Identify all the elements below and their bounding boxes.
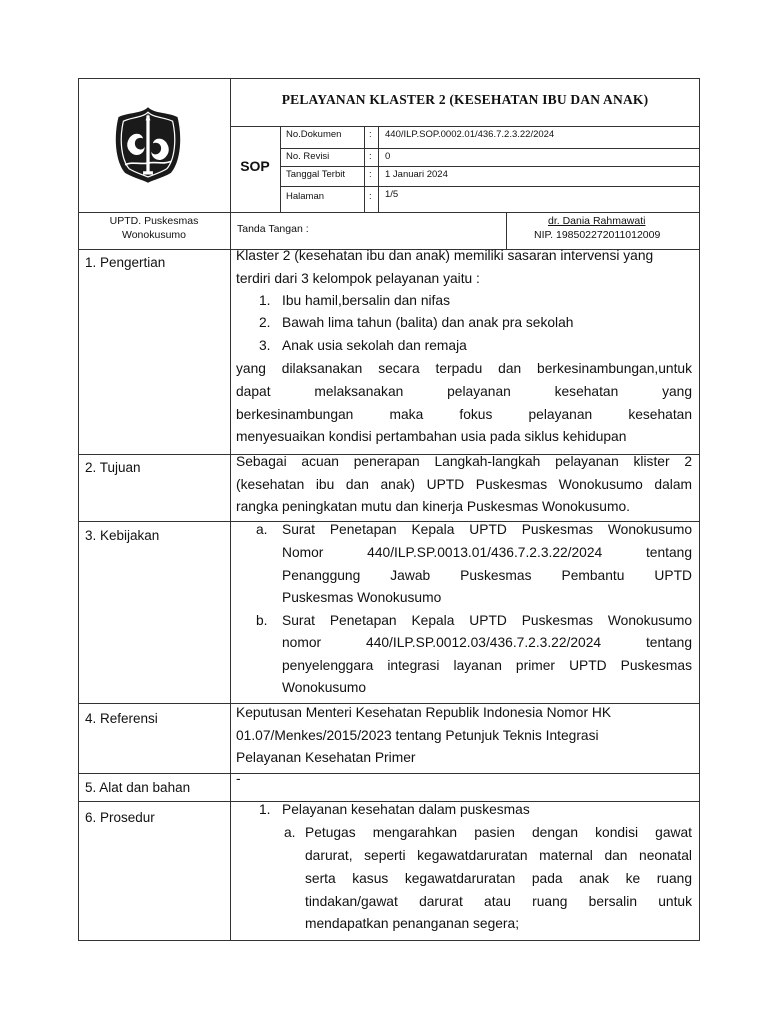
kebijakan-a-line3: Penanggung Jawab Puskesmas Pembantu UPTD [282, 568, 692, 583]
kebijakan-a-marker: a. [256, 522, 268, 537]
label-pengertian: 1. Pengertian [85, 255, 166, 270]
pengertian-item-3: Anak usia sekolah dan remaja [282, 338, 467, 353]
meta-colon-left [364, 126, 365, 212]
meta-value-dokumen: 440/ILP.SOP.0002.01/436.7.2.3.22/2024 [385, 129, 555, 140]
pengertian-item-1-num: 1. [259, 293, 271, 308]
meta-label-revisi: No. Revisi [286, 151, 330, 162]
unit-name-line2: Wonokusumo [121, 229, 186, 241]
kebijakan-b-line1: Surat Penetapan Kepala UPTD Puskesmas Wonokusumo [282, 613, 692, 628]
pengertian-after-line3: berkesinambungan maka fokus pelayanan kesehatan [236, 407, 692, 422]
document-title: PELAYANAN KLASTER 2 (KESEHATAN IBU DAN ANAK) [281, 92, 649, 107]
pengertian-item-1: Ibu hamil,bersalin dan nifas [282, 293, 450, 308]
prosedur-sub-a-line3: serta kasus kegawatdaruratan pada anak ke ruang [305, 871, 692, 886]
meta-sep-revisi: : [369, 151, 372, 162]
meta-colon-right [378, 126, 379, 212]
referensi-line3: Pelayanan Kesehatan Primer [236, 750, 416, 765]
table-border-right [699, 78, 700, 941]
tujuan-line2: (kesehatan ibu dan anak) UPTD Puskesmas Wonokusumo dalam [236, 477, 692, 492]
meta-value-halaman: 1/5 [385, 189, 399, 200]
label-referensi: 4. Referensi [85, 711, 158, 726]
referensi-line1: Keputusan Menteri Kesehatan Republik Indonesia Nomor HK [236, 705, 612, 720]
pengertian-item-2: Bawah lima tahun (balita) dan anak pra sekolah [282, 315, 574, 330]
table-border-top [78, 78, 700, 79]
pengertian-intro-line2: terdiri dari 3 kelompok pelayanan yaitu : [236, 271, 480, 286]
prosedur-sub-a-line4: tindakan/gawat darurat atau ruang bersalin untuk [305, 894, 692, 909]
meta-label-tanggal: Tanggal Terbit [286, 169, 345, 180]
pengertian-after-line2: dapat melaksanakan pelayanan kesehatan yang [236, 384, 692, 399]
pengertian-item-3-num: 3. [259, 338, 271, 353]
pengertian-item-2-num: 2. [259, 315, 271, 330]
meta-sep-halaman: : [369, 191, 372, 202]
pengertian-after-line1: yang dilaksanakan secara terpadu dan berkesinambungan,untuk [236, 361, 692, 376]
meta-label-halaman: Halaman [286, 191, 325, 202]
kebijakan-b-line2: nomor 440/ILP.SP.0012.03/436.7.2.3.22/2024 tentang [282, 635, 692, 650]
kebijakan-a-line2: Nomor 440/ILP.SP.0013.01/436.7.2.3.22/2024 tentang [282, 545, 692, 560]
body-column-divider [230, 249, 231, 941]
kebijakan-b-marker: b. [256, 613, 268, 628]
prosedur-sub-a-line1: Petugas mengarahkan pasien dengan kondisi gawat [305, 825, 692, 840]
sop-label: SOP [240, 158, 270, 174]
signer-nip: NIP. 198502272011012009 [534, 229, 661, 241]
kebijakan-b-line3: penyelenggara integrasi layanan primer UPTD Puskesmas [282, 658, 692, 673]
label-alat-bahan: 5. Alat dan bahan [85, 780, 191, 795]
kebijakan-a-line1: Surat Penetapan Kepala UPTD Puskesmas Wonokusumo [282, 522, 692, 537]
tujuan-line1: Sebagai acuan penerapan Langkah-langkah pelayanan klister 2 [236, 454, 692, 469]
meta-sep-dokumen: : [369, 129, 372, 140]
row-alat-top [78, 773, 700, 774]
table-border-left [78, 78, 79, 941]
kebijakan-b-line4: Wonokusumo [282, 680, 367, 695]
prosedur-item-1: Pelayanan kesehatan dalam puskesmas [282, 802, 530, 817]
header-bottom [78, 212, 700, 213]
prosedur-sub-a-marker: a. [284, 825, 296, 840]
prosedur-sub-a-line5: mendapatkan penanganan segera; [305, 916, 520, 931]
surabaya-emblem-icon [107, 104, 189, 186]
tujuan-line3: rangka peningkatan mutu dan kinerja Puskesmas Wonokusumo. [236, 499, 630, 514]
pengertian-intro-line1: Klaster 2 (kesehatan ibu dan anak) memiliki sasaran intervensi yang [236, 248, 654, 263]
label-kebijakan: 3. Kebijakan [85, 528, 160, 543]
sop-divider [280, 126, 281, 212]
alat-bahan-value: - [236, 771, 241, 786]
signature-divider [506, 212, 507, 249]
meta-row-2-bottom [280, 166, 700, 167]
meta-label-dokumen: No.Dokumen [286, 129, 342, 140]
label-tujuan: 2. Tujuan [85, 460, 141, 475]
meta-value-revisi: 0 [385, 151, 391, 162]
referensi-line2: 01.07/Menkes/2015/2023 tentang Petunjuk Teknis Integrasi [236, 728, 599, 743]
prosedur-item-1-num: 1. [259, 802, 271, 817]
unit-name-line1: UPTD. Puskesmas [109, 215, 199, 227]
meta-value-tanggal: 1 Januari 2024 [385, 169, 448, 180]
kebijakan-a-line4: Puskesmas Wonokusumo [282, 590, 442, 605]
prosedur-sub-a-line2: darurat, seperti kegawatdaruratan maternal dan neonatal [305, 848, 692, 863]
signer-name: dr. Dania Rahmawati [548, 215, 646, 227]
signature-label: Tanda Tangan : [237, 223, 309, 235]
meta-row-1-bottom [280, 148, 700, 149]
meta-sep-tanggal: : [369, 169, 372, 180]
meta-row-3-bottom [280, 186, 700, 187]
label-prosedur: 6. Prosedur [85, 810, 155, 825]
pengertian-after-line4: menyesuaikan kondisi pertambahan usia pada siklus kehidupan [236, 429, 627, 444]
title-row-bottom [230, 126, 700, 127]
table-border-bottom [78, 940, 700, 941]
